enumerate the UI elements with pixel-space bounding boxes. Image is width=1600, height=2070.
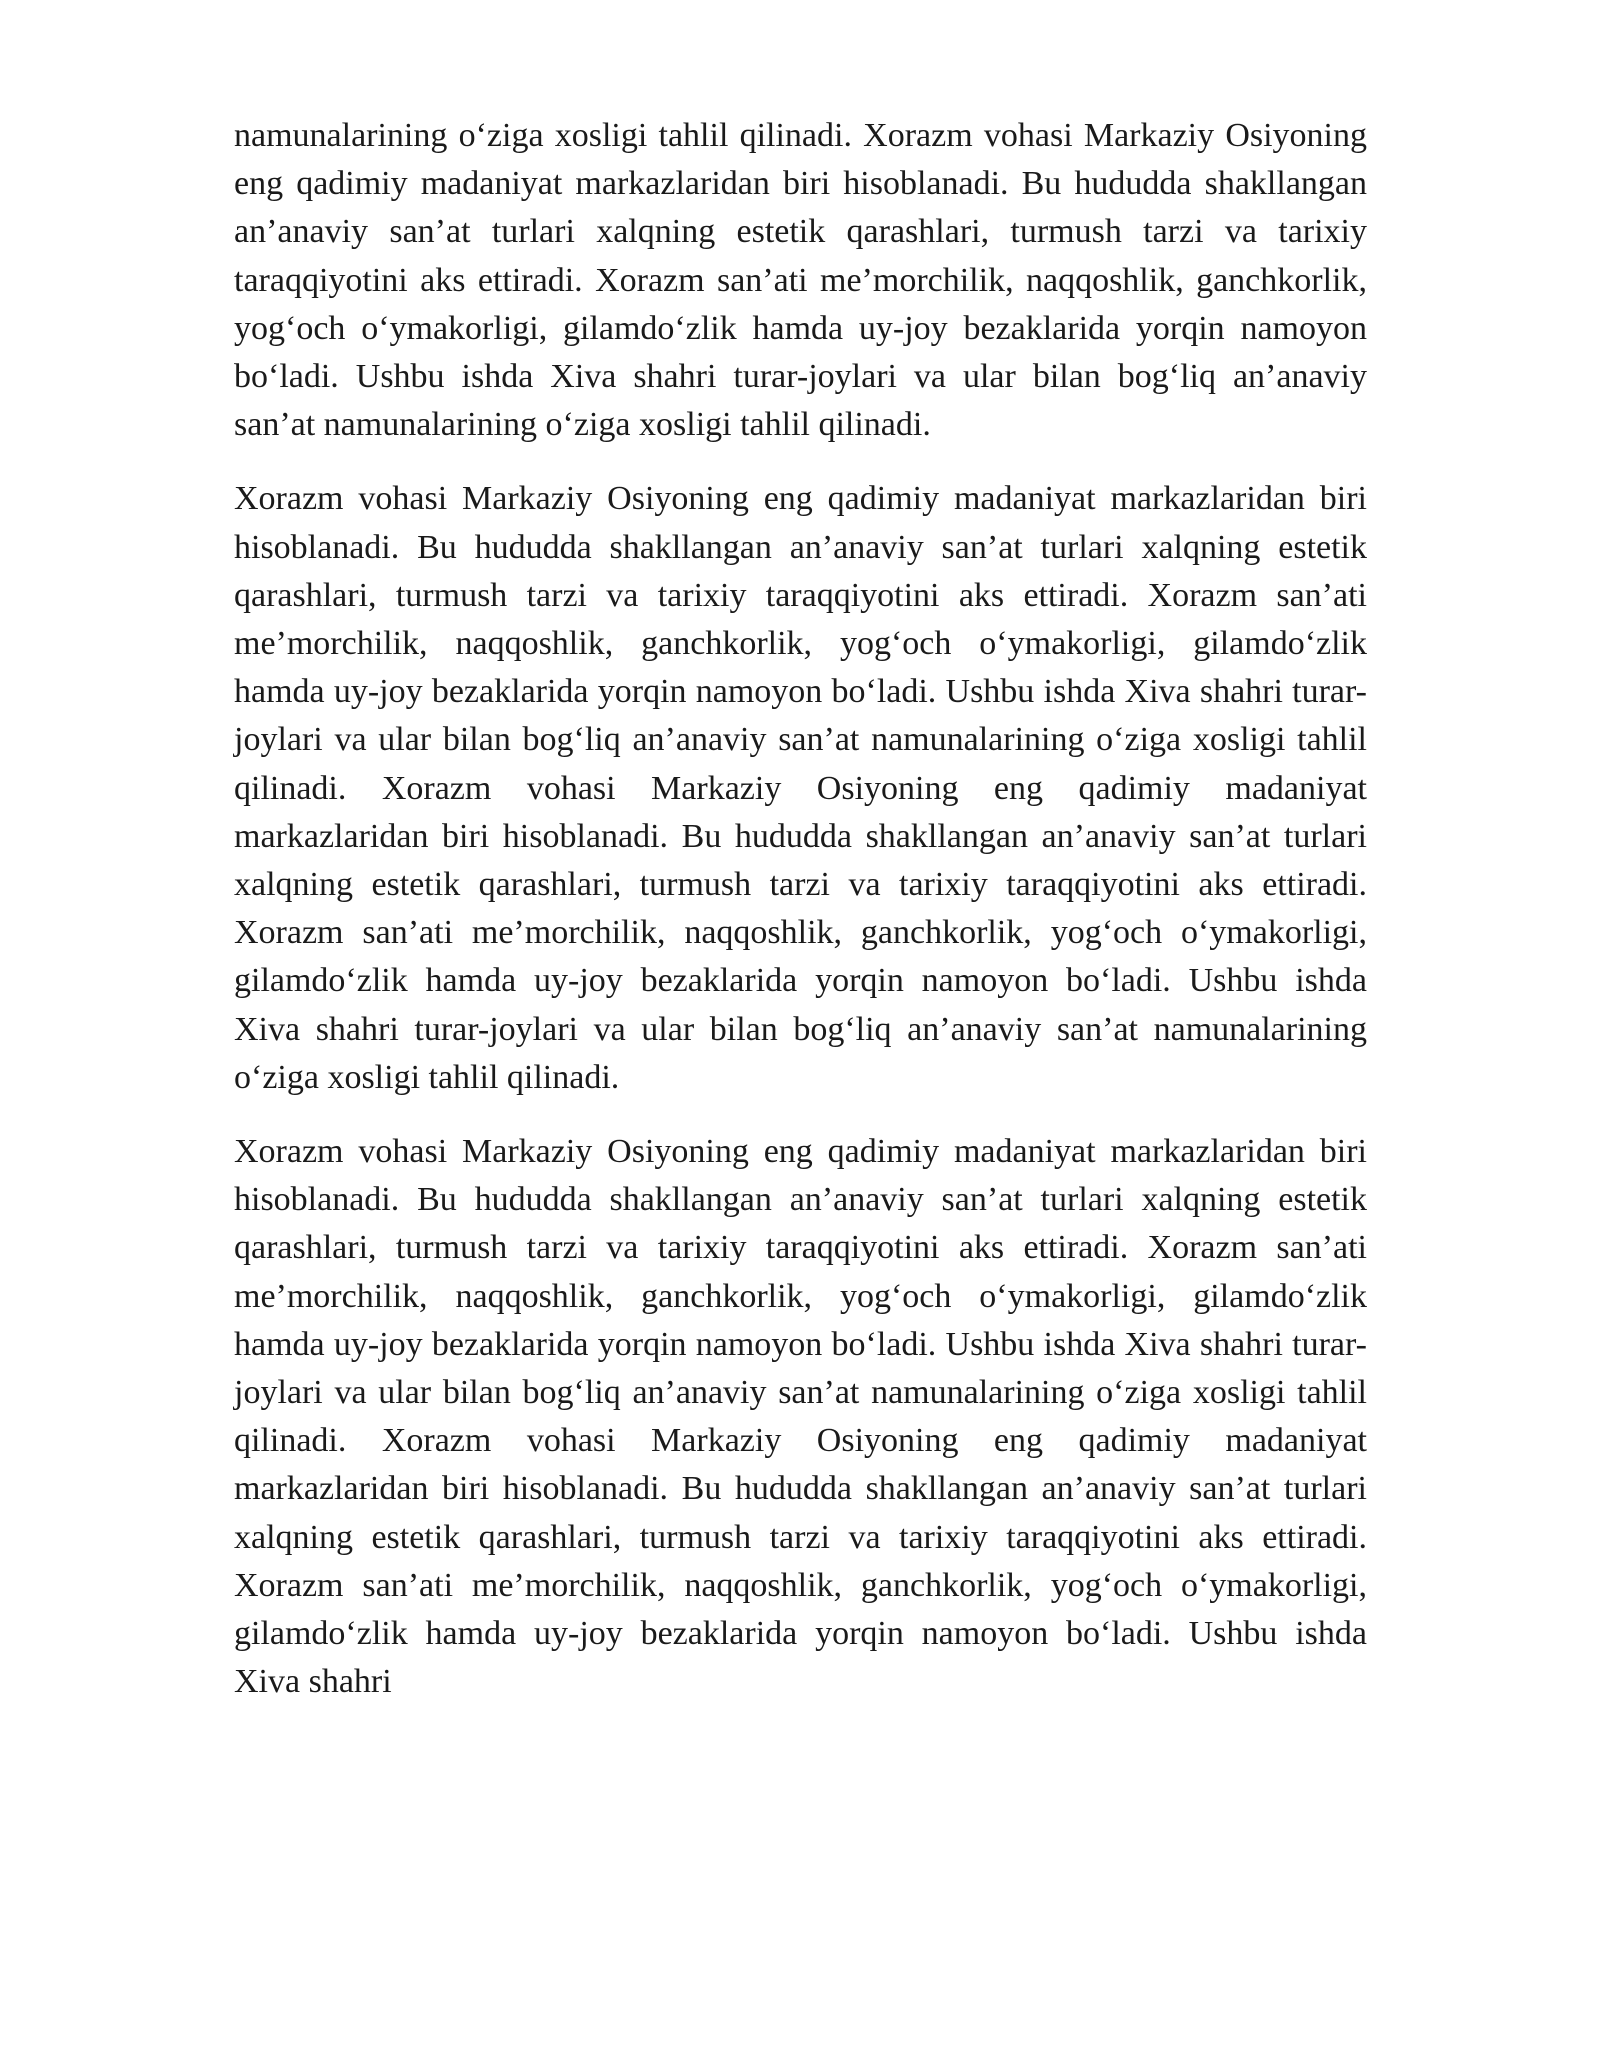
paragraph-1: namunalarining o‘ziga xosligi tahlil qilinadi. Xorazm vohasi Markaziy Osiyoning eng qadimiy madaniyat markazlaridan biri hisoblanadi. Bu hududda shakllangan an’anaviy san’at turlari xalqning estetik qarashlari, turmush tarzi va tarixiy taraqqiyotini aks ettiradi. Xorazm san’ati me’morchilik, naqqoshlik, ganchkorlik, yog‘och o‘ymakorligi, gilamdo‘zlik hamda uy-joy bezaklarida yorqin namoyon bo‘ladi. Ushbu ishda Xiva shahri turar-joylari va ular bilan bog‘liq an’anaviy san’at namunalarining o‘ziga xosligi tahlil qilinadi. xyxy=(234,117,1367,444)
document-body xyxy=(234,112,1367,1707)
paragraph-2: Xorazm vohasi Markaziy Osiyoning eng qadimiy madaniyat markazlaridan biri hisoblanadi. Bu hududda shakllangan an’anaviy san’at turlari xalqning estetik qarashlari, turmush tarzi va tarixiy taraqqiyotini aks ettiradi. Xorazm san’ati me’morchilik, naqqoshlik, ganchkorlik, yog‘och o‘ymakorligi, gilamdo‘zlik hamda uy-joy bezaklarida yorqin namoyon bo‘ladi. Ushbu ishda Xiva shahri turar-joylari va ular bilan bog‘liq an’anaviy san’at namunalarining o‘ziga xosligi tahlil qilinadi. Xorazm vohasi Markaziy Osiyoning eng qadimiy madaniyat markazlaridan biri hisoblanadi. Bu hududda shakllangan an’anaviy san’at turlari xalqning estetik qarashlari, turmush tarzi va tarixiy taraqqiyotini aks ettiradi. Xorazm san’ati me’morchilik, naqqoshlik, ganchkorlik, yog‘och o‘ymakorligi, gilamdo‘zlik hamda uy-joy bezaklarida yorqin namoyon bo‘ladi. Ushbu ishda Xiva shahri turar-joylari va ular bilan bog‘liq an’anaviy san’at namunalarining o‘ziga xosligi tahlil qilinadi. xyxy=(234,480,1367,1096)
paragraph-3: Xorazm vohasi Markaziy Osiyoning eng qadimiy madaniyat markazlaridan biri hisoblanadi. Bu hududda shakllangan an’anaviy san’at turlari xalqning estetik qarashlari, turmush tarzi va tarixiy taraqqiyotini aks ettiradi. Xorazm san’ati me’morchilik, naqqoshlik, ganchkorlik, yog‘och o‘ymakorligi, gilamdo‘zlik hamda uy-joy bezaklarida yorqin namoyon bo‘ladi. Ushbu ishda Xiva shahri turar-joylari va ular bilan bog‘liq an’anaviy san’at namunalarining o‘ziga xosligi tahlil qilinadi. Xorazm vohasi Markaziy Osiyoning eng qadimiy madaniyat markazlaridan biri hisoblanadi. Bu hududda shakllangan an’anaviy san’at turlari xalqning estetik qarashlari, turmush tarzi va tarixiy taraqqiyotini aks ettiradi. Xorazm san’ati me’morchilik, naqqoshlik, ganchkorlik, yog‘och o‘ymakorligi, gilamdo‘zlik hamda uy-joy bezaklarida yorqin namoyon bo‘ladi. Ushbu ishda Xiva shahri xyxy=(234,1133,1367,1701)
